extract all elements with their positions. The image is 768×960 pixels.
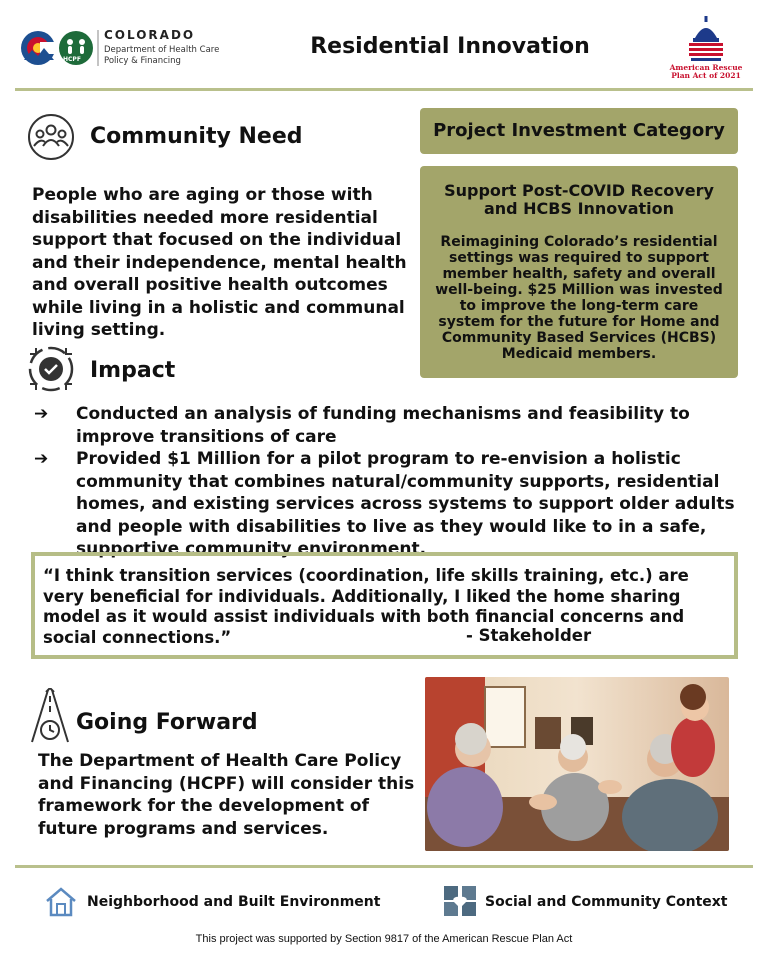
community-people-icon xyxy=(26,112,76,162)
quote-attribution: - Stakeholder xyxy=(466,626,592,645)
footer-social-label: Social and Community Context xyxy=(485,894,728,910)
arp-logo-line2: Plan Act of 2021 xyxy=(671,71,741,80)
impact-heading: Impact xyxy=(90,358,176,383)
investment-category-label: Project Investment Category xyxy=(433,120,725,141)
header-divider xyxy=(15,88,753,91)
footer-divider xyxy=(15,865,753,868)
investment-title: Support Post-COVID Recovery and HCBS Innovation xyxy=(444,181,714,218)
logo-hcpf-text: HCPF xyxy=(63,56,81,63)
road-clock-icon xyxy=(28,688,72,746)
footer-neighborhood-label: Neighborhood and Built Environment xyxy=(87,894,381,910)
impact-target-icon xyxy=(26,344,76,394)
community-need-text: People who are aging or those with disabilities needed more residential support that focused on the individual and their independence, mental health and overall positive health outcomes while living in a holistic and communal living setting. xyxy=(32,185,407,340)
capitol-icon xyxy=(681,14,731,64)
community-need-heading: Community Need xyxy=(90,124,303,149)
going-forward-heading: Going Forward xyxy=(76,710,258,735)
investment-text: Reimagining Colorado’s residential settings was required to support member health, safety and overall well-being. $25 Million was invested to improve the long-term care system for the future for Home and Community Based Services (HCBS) Medicaid members. xyxy=(435,234,723,362)
logo-dept-line1: Department of Health Care xyxy=(104,45,220,55)
investment-category-label-box xyxy=(420,108,738,154)
social-community-icon xyxy=(442,884,478,918)
investment-detail-box xyxy=(420,166,738,378)
bullet-arrow-icon: ➔ xyxy=(34,449,49,469)
logo-state-text: COLORADO xyxy=(104,28,196,42)
house-icon xyxy=(44,886,78,918)
funding-note: This project was supported by Section 9817 of the American Rescue Plan Act xyxy=(195,933,573,945)
page-title: Residential Innovation xyxy=(310,34,590,59)
impact-bullet-2: Provided $1 Million for a pilot program to re-envision a holistic community that combines natural/community supports, residential homes, and existing services across systems to support older adults and people with disabilities to live as they would like to in a safe, supportive community environment. xyxy=(76,449,735,559)
stakeholder-quote: “I think transition services (coordination, life skills training, etc.) are very beneficial for individuals. Additionally, I liked the home sharing model as it would assist individuals with both financial concerns and social connections.” xyxy=(43,566,689,647)
impact-bullet-1: Conducted an analysis of funding mechanisms and feasibility to improve transitions of care xyxy=(76,404,690,447)
stakeholder-quote-box xyxy=(31,552,738,659)
bullet-arrow-icon: ➔ xyxy=(34,404,49,424)
seniors-photo xyxy=(425,677,729,851)
arp-logo-line1: American Rescue xyxy=(669,63,743,72)
going-forward-text: The Department of Health Care Policy and Financing (HCPF) will consider this framework for the development of future programs and services. xyxy=(38,751,415,839)
american-rescue-plan-logo xyxy=(666,14,746,86)
hcpf-logo xyxy=(18,26,228,70)
logo-dept-line2: Policy & Financing xyxy=(104,56,181,66)
